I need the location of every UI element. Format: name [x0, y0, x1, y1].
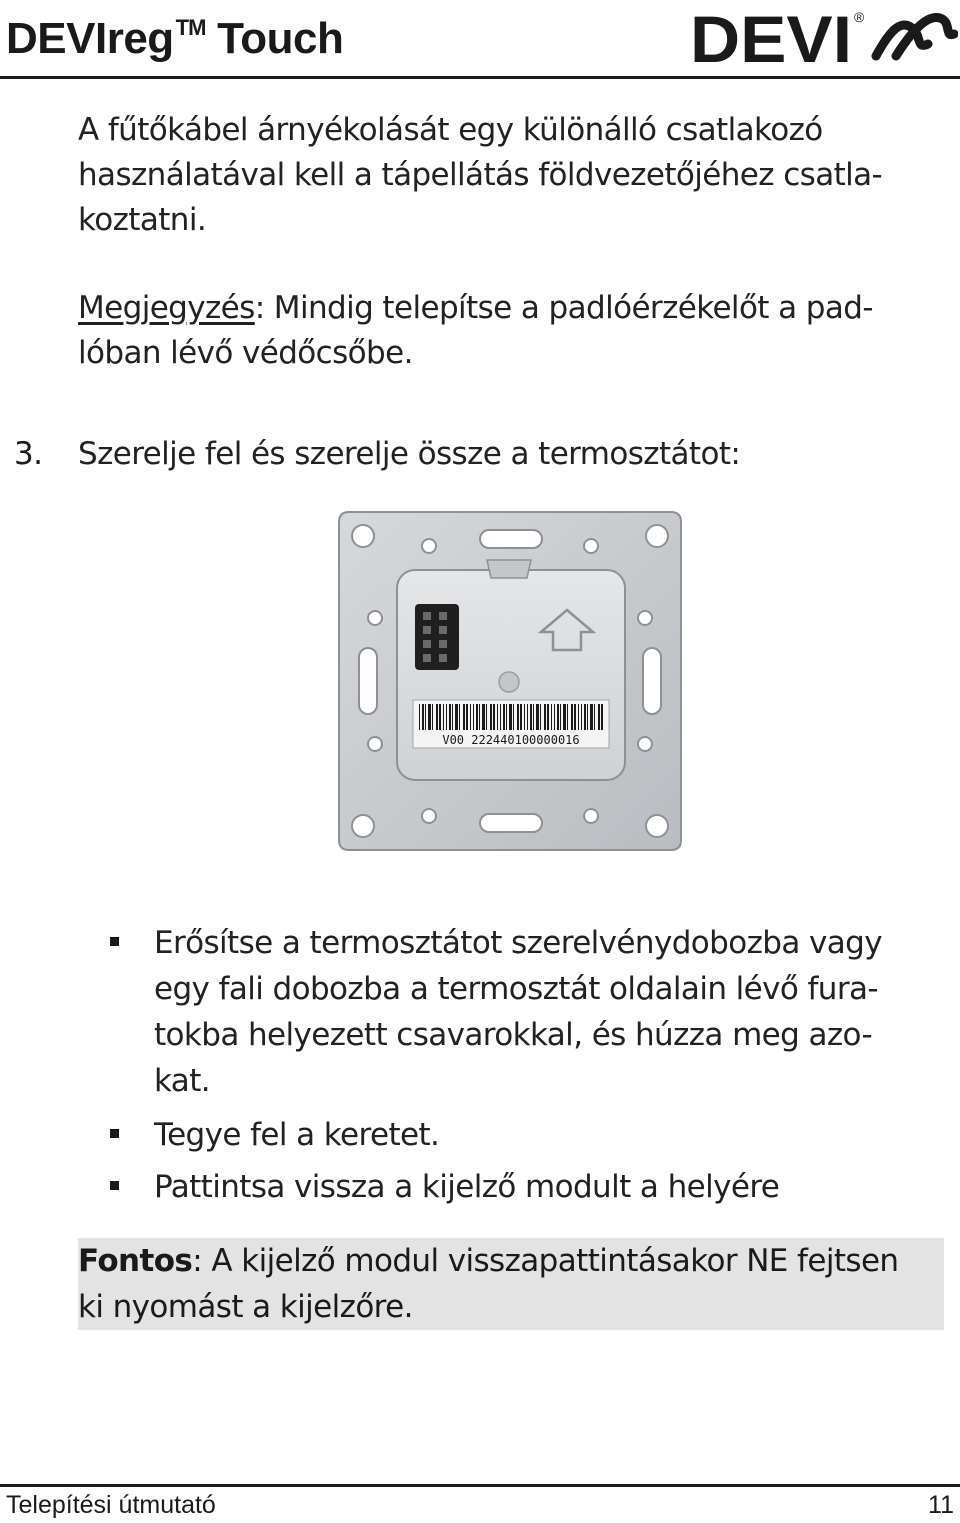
product-name: DEVIreg [6, 14, 174, 63]
barcode-bar [459, 704, 460, 730]
page-number: 11 [928, 1491, 954, 1519]
bullet-square-icon [110, 937, 119, 946]
barcode-bar [493, 704, 495, 730]
note-text: : Mindig telepítse a padlóérzékelőt a pad- [254, 290, 873, 326]
barcode-bar [428, 704, 431, 730]
barcode-bar [527, 704, 528, 730]
barcode-bar [500, 704, 501, 730]
barcode-bar [513, 704, 514, 730]
barcode-bar [601, 704, 603, 730]
logo-text: DEVI [690, 4, 852, 66]
barcode-bar [590, 704, 593, 730]
shield-paragraph [78, 108, 928, 243]
sensor-note [78, 286, 928, 376]
list-item-line: kat. [154, 1063, 211, 1099]
list-item [110, 1164, 940, 1210]
barcode [419, 704, 603, 730]
barcode-bar [530, 704, 532, 730]
list-item-line: tokba helyezett csavarokkal, és húzza meg azo- [154, 1017, 873, 1053]
paragraph-line: használatával kell a tápellátás földvezetőjéhez csatla- [78, 157, 883, 193]
barcode-bar [452, 704, 453, 730]
barcode-bar [574, 704, 576, 730]
bullet-square-icon [110, 1129, 119, 1138]
list-item [110, 920, 940, 1104]
barcode-bar [455, 704, 458, 730]
product-suffix: Touch [217, 14, 344, 63]
barcode-bar [443, 704, 444, 730]
barcode-bar [439, 704, 441, 730]
barcode-bar [517, 704, 519, 730]
barcode-bar [560, 704, 561, 730]
important-text: : A kijelző modul visszapattintásakor NE fejtsen [192, 1243, 899, 1279]
barcode-bar [536, 704, 539, 730]
important-line: ki nyomást a kijelzőre. [78, 1289, 413, 1325]
list-item-line: Pattintsa vissza a kijelző modult a helyére [154, 1169, 780, 1205]
important-note [78, 1238, 944, 1330]
barcode-bar [470, 704, 471, 730]
barcode-bar [598, 704, 600, 730]
step-text: Szerelje fel és szerelje össze a termosztátot: [78, 436, 741, 472]
barcode-bar [490, 704, 492, 730]
thermostat-mounting-plate-image [335, 508, 685, 854]
list-item-line: Tegye fel a keretet. [154, 1117, 440, 1153]
barcode-bar [425, 704, 426, 730]
barcode-bar [547, 704, 549, 730]
trademark-mark: TM [175, 15, 206, 40]
barcode-bar [567, 704, 568, 730]
note-line [78, 286, 928, 331]
barcode-bar [571, 704, 573, 730]
list-item-line: egy fali dobozba a termosztát oldalain lévő fura- [154, 971, 878, 1007]
barcode-bar [503, 704, 505, 730]
barcode-bar [449, 704, 451, 730]
barcode-bar [432, 704, 433, 730]
paragraph-line: A fűtőkábel árnyékolását egy különálló csatlakozó [78, 112, 823, 148]
devi-logo [690, 4, 958, 66]
step-number: 3. [14, 436, 43, 472]
barcode-bar [584, 704, 586, 730]
barcode-bar [422, 704, 424, 730]
barcode-bar [509, 704, 512, 730]
important-label: Fontos [78, 1243, 193, 1279]
logo-wave-icon [876, 17, 954, 56]
barcode-bar [506, 704, 507, 730]
barcode-bar [563, 704, 566, 730]
barcode-bar [554, 704, 555, 730]
list-item [110, 1112, 940, 1158]
barcode-bar [486, 704, 487, 730]
barcode-bar [466, 704, 468, 730]
barcode-bar [578, 704, 579, 730]
document-title [6, 0, 344, 63]
barcode-bar [594, 704, 595, 730]
barcode-bar [544, 704, 546, 730]
note-line: lóban lévő védőcsőbe. [78, 335, 413, 371]
header-rule [0, 76, 960, 79]
barcode-bar [419, 704, 420, 730]
barcode-bar [520, 704, 522, 730]
note-label: Megjegyzés [78, 290, 255, 326]
barcode-bar [479, 704, 480, 730]
barcode-bar [473, 704, 474, 730]
bullet-square-icon [110, 1181, 119, 1190]
barcode-bar [476, 704, 478, 730]
barcode-number: V00 222440100000016 [442, 733, 580, 747]
barcode-bar [533, 704, 534, 730]
paragraph-line: koztatni. [78, 202, 207, 238]
barcode-bar [551, 704, 552, 730]
important-line [78, 1238, 944, 1284]
footer-section-title: Telepítési útmutató [6, 1491, 216, 1519]
barcode-bar [482, 704, 485, 730]
barcode-bar [436, 704, 438, 730]
logo-registered: ® [854, 9, 865, 25]
barcode-bar [581, 704, 582, 730]
footer-rule [0, 1484, 960, 1487]
barcode-bar [540, 704, 541, 730]
barcode-bar [557, 704, 559, 730]
barcode-bar [587, 704, 588, 730]
instruction-list [110, 920, 940, 1210]
barcode-bar [497, 704, 498, 730]
barcode-bar [524, 704, 525, 730]
barcode-bar [463, 704, 465, 730]
barcode-bar [446, 704, 447, 730]
list-item-line: Erősítse a termosztátot szerelvénydobozba vagy [154, 925, 882, 961]
